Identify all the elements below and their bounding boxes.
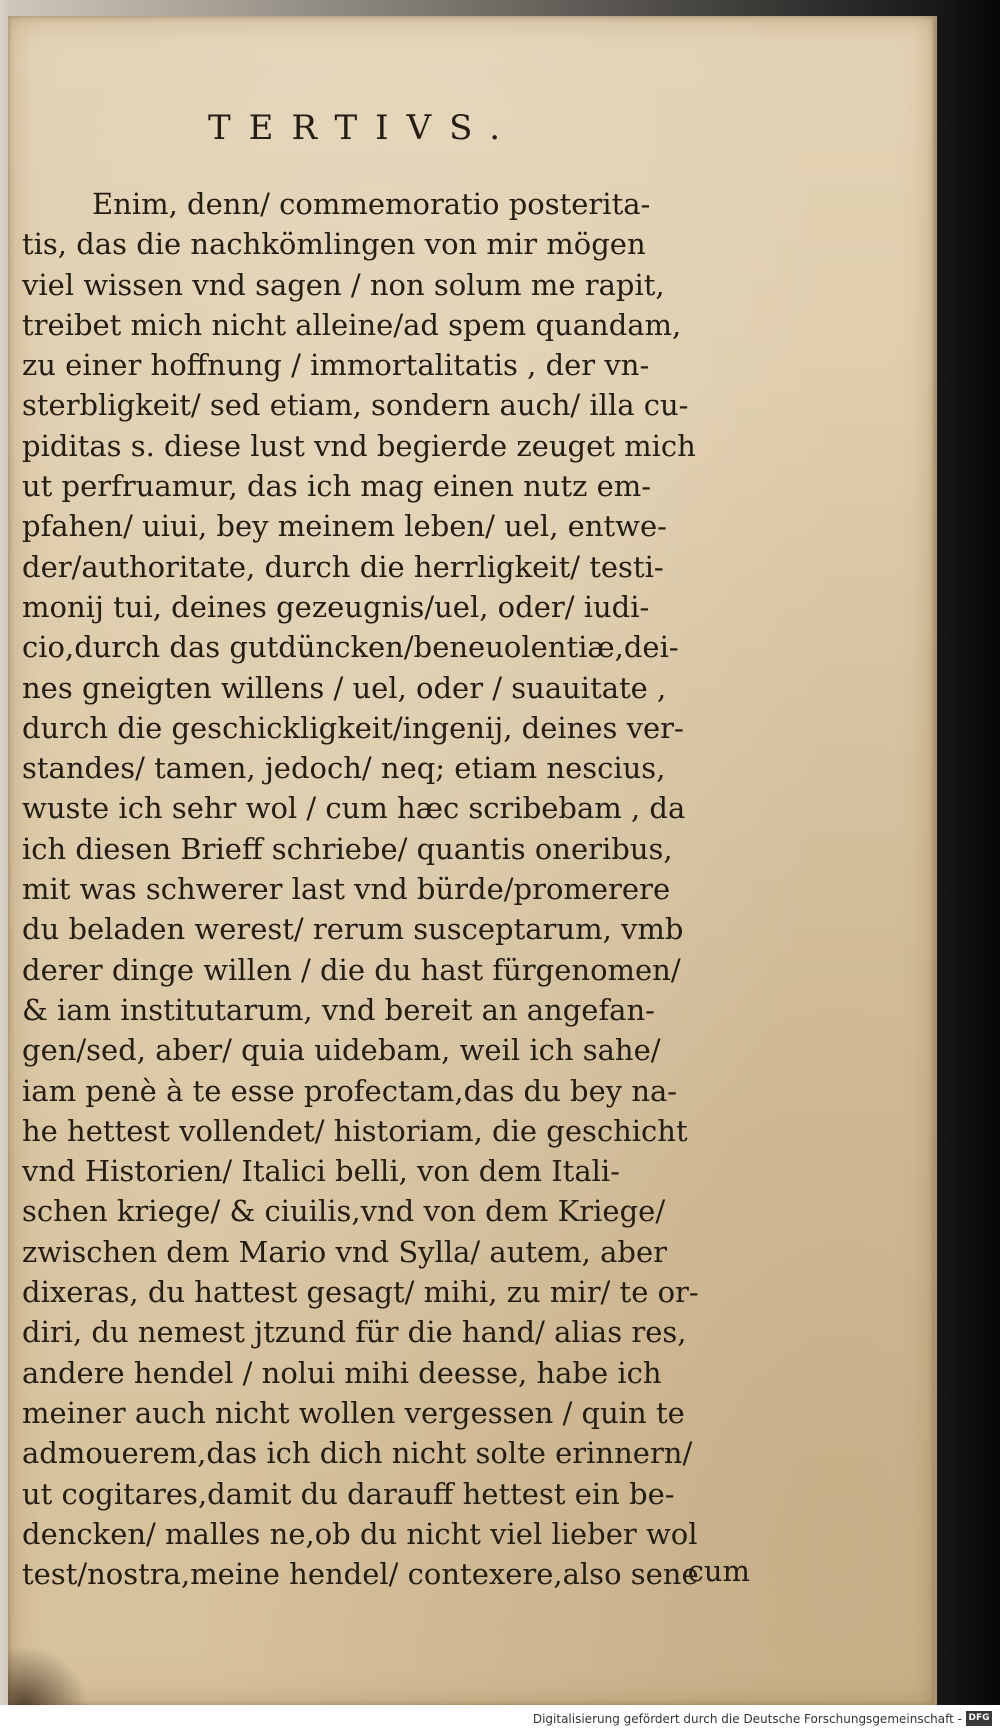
text-line: vnd Historien/ Italici belli, von dem Itali- xyxy=(22,1154,620,1189)
text-line: & iam institutarum, vnd bereit an angefan- xyxy=(22,992,655,1027)
text-line: ut perfruamur, das ich mag einen nutz em- xyxy=(22,469,652,504)
text-line: ich diesen Brieff schriebe/ quantis oneribus, xyxy=(22,831,673,866)
text-line: admouerem,das ich dich nicht solte erinnern/ xyxy=(22,1436,693,1471)
text-line: test/nostra,meine hendel/ contexere,also sene xyxy=(22,1557,699,1592)
text-line: treibet mich nicht alleine/ad spem quandam, xyxy=(22,307,682,342)
text-line: zwischen dem Mario vnd Sylla/ autem, aber xyxy=(22,1234,667,1269)
text-line: durch die geschickligkeit/ingenij, deines ver- xyxy=(22,710,684,745)
text-line: du beladen werest/ rerum susceptarum, vmb xyxy=(22,912,684,947)
text-line: cio,durch das gutdüncken/beneuolentiæ,dei- xyxy=(22,630,679,665)
text-line: mit was schwerer last vnd bürde/promerere xyxy=(22,872,671,907)
text-line: andere hendel / nolui mihi deesse, habe ich xyxy=(22,1355,662,1390)
text-line: standes/ tamen, jedoch/ neq; etiam nescius, xyxy=(22,751,666,786)
text-line: wuste ich sehr wol / cum hæc scribebam , da xyxy=(22,791,686,826)
text-line: viel wissen vnd sagen / non solum me rapit, xyxy=(22,267,665,302)
text-line: dixeras, du hattest gesagt/ mihi, zu mir/ te or- xyxy=(22,1275,699,1310)
dfg-logo: DFG xyxy=(966,1711,992,1726)
text-line: Enim, denn/ commemoratio posterita- xyxy=(92,187,651,221)
body-text xyxy=(22,184,764,1594)
footer-bar xyxy=(0,1705,1000,1736)
text-line: he hettest vollendet/ historiam, die geschicht xyxy=(22,1113,688,1148)
text-line: piditas s. diese lust vnd begierde zeuget mich xyxy=(22,428,696,463)
text-line: nes gneigten willens / uel, oder / suauitate , xyxy=(22,670,667,705)
text-line: der/authoritate, durch die herrligkeit/ testi- xyxy=(22,549,664,584)
text-line: ut cogitares,damit du darauff hettest ein be- xyxy=(22,1476,675,1511)
funding-credit: Digitalisierung gefördert durch die Deutsche Forschungsgemeinschaft - xyxy=(532,1712,962,1726)
text-line: gen/sed, aber/ quia uidebam, weil ich sahe/ xyxy=(22,1033,661,1068)
running-head: TERTIVS. xyxy=(208,108,519,148)
text-line: monij tui, deines gezeugnis/uel, oder/ iudi- xyxy=(22,589,650,624)
text-line: diri, du nemest jtzund für die hand/ alias res, xyxy=(22,1315,687,1350)
text-line: pfahen/ uiui, bey meinem leben/ uel, entwe- xyxy=(22,509,667,544)
text-line: sterbligkeit/ sed etiam, sondern auch/ illa cu- xyxy=(22,388,689,423)
catchword: cum xyxy=(687,1554,750,1588)
text-line: dencken/ malles ne,ob du nicht viel lieber wol xyxy=(22,1516,698,1551)
text-line: schen kriege/ & ciuilis,vnd von dem Kriege/ xyxy=(22,1194,666,1229)
text-line: derer dinge willen / die du hast fürgenomen/ xyxy=(22,952,681,987)
text-line: iam penè à te esse profectam,das du bey na- xyxy=(22,1073,678,1108)
text-line: tis, das die nachkömlingen von mir mögen xyxy=(22,227,646,262)
text-line: meiner auch nicht wollen vergessen / quin te xyxy=(22,1395,685,1430)
text-line: zu einer hoffnung / immortalitatis , der vn- xyxy=(22,348,650,383)
book-page xyxy=(8,16,937,1706)
